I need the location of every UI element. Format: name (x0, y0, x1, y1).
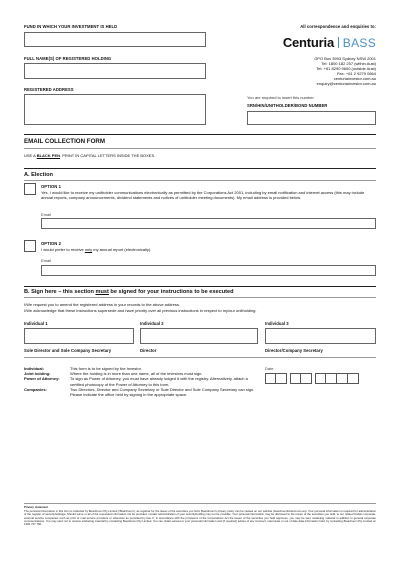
privacy-title: Privacy statement (24, 505, 48, 509)
option2-text (41, 247, 151, 252)
instruction-pre: USE A (24, 153, 37, 158)
option1-text: Yes, I would like to receive my unitholder communications electronically as permitted by the Corporations Act 2001, including by email notification and internet access (this may include annual reports, company announcements, dividend statements and notices of unitholder meeting documents). My email address is provided below. (41, 190, 365, 201)
contact-website: centuriainvestor.com.au (333, 76, 376, 81)
contact-phone-aus: Tel: 1800 182 257 (within Aust) (321, 61, 376, 66)
section-b-title-pre: B. Sign here – this section (24, 289, 96, 295)
fullname-label: FULL NAME(S) OF REGISTERED HOLDING (24, 56, 112, 61)
note-term: Joint holding: (24, 371, 51, 377)
individual3-label: Individual 3 (265, 321, 289, 326)
title-bottom-rule (24, 148, 376, 149)
section-b-under-rule (24, 297, 376, 298)
note-text: This form is to be signed by the Investor. (70, 366, 142, 371)
contact-fax: Fax: +61 2 9279 0664 (336, 71, 376, 76)
section-a-under-rule (24, 180, 376, 181)
date-digit-box[interactable] (301, 373, 312, 384)
option2-text-post: my annual report (electronically). (92, 247, 152, 252)
role3-label: Director/Company Secretary (265, 348, 323, 353)
centuria-bass-logo (283, 34, 376, 52)
srn-label: SRN/HIN/UNITHOLDER/BOND NUMBER (247, 103, 328, 108)
date-year (315, 373, 359, 384)
option1-title: OPTION 1 (41, 184, 61, 189)
instruction-pen: BLACK PEN (36, 153, 61, 158)
individual1-label: Individual 1 (24, 321, 48, 326)
section-b-title-post: be signed for your instructions to be executed (108, 289, 234, 295)
correspondence-label: All correspondence and enquiries to: (300, 24, 376, 29)
section-b-line2: I/We acknowledge that these instructions supersede and have priority over all previous instructions in respect to my/our unitholding. (24, 308, 257, 313)
section-b-title (24, 289, 234, 295)
option2-checkbox[interactable] (24, 240, 36, 252)
address-label: REGISTERED ADDRESS (24, 87, 74, 92)
date-digit-box[interactable] (326, 373, 337, 384)
date-digit-box[interactable] (315, 373, 326, 384)
srn-prompt: You are required to insert this number (247, 95, 314, 100)
fund-label: FUND IN WHICH YOUR INVESTMENT IS HELD (24, 24, 118, 29)
form-title: EMAIL COLLECTION FORM (24, 138, 106, 145)
logo-main-text: Centuria (282, 35, 334, 50)
option2-email-input[interactable] (41, 265, 376, 276)
date-digit-box[interactable] (290, 373, 301, 384)
contact-address: GPO Box 3993 Sydney NSW 2001 (314, 56, 376, 61)
section-a-rule (24, 168, 376, 169)
date-day (265, 373, 287, 384)
roles-rule (24, 357, 376, 358)
note-term: Individual: (24, 366, 44, 371)
date-digit-box[interactable] (276, 373, 287, 384)
date-boxes (265, 373, 359, 384)
privacy-rule (24, 503, 376, 504)
section-b-line1: I/We request you to amend the registered address in your records to the above address. (24, 302, 181, 307)
note-text: To sign as Power of Attorney, you must have already lodged it with the registry. Alternatively, attach a certified photocopy of the Power of Attorney to this form. (70, 376, 248, 387)
contact-details (314, 56, 376, 86)
contact-phone-intl: Tel: +61 8290 9600 (outside Aust) (316, 66, 376, 71)
fund-input[interactable] (24, 32, 206, 47)
note-term: Power of Attorney: (24, 376, 60, 382)
option1-email-input[interactable] (41, 218, 376, 229)
date-digit-box[interactable] (348, 373, 359, 384)
date-digit-box[interactable] (265, 373, 276, 384)
instruction-post: . PRINT IN CAPITAL LETTERS INSIDE THE BOXES. (60, 153, 156, 158)
option2-email-label: Email (41, 258, 52, 263)
option1-email-label: Email (41, 212, 52, 217)
signature3-box[interactable] (265, 328, 376, 344)
option2-text-pre: I would prefer to receive (41, 247, 85, 252)
date-month (290, 373, 312, 384)
logo-secondary-text: BASS (342, 36, 376, 50)
signature1-box[interactable] (24, 328, 134, 344)
date-label: Date (265, 366, 274, 371)
signing-notes (24, 366, 256, 397)
note-text: Two Directors, Director and Company Secretary or Sole Director and Sole Company Secretary can sign. Please indicate the office held by signing in the appropriate space. (70, 386, 255, 398)
srn-input[interactable] (247, 111, 376, 125)
individual2-label: Individual 2 (140, 321, 164, 326)
title-top-rule (24, 134, 376, 135)
note-text: Where the holding is in more than one name, all of the investors must sign. (70, 371, 203, 377)
note-term: Companies: (24, 386, 47, 392)
option2-text-only: only (84, 247, 93, 252)
signature2-box[interactable] (140, 328, 258, 344)
address-input[interactable] (24, 94, 206, 125)
privacy-text: The personal information in this form is collected by Boardroom Pty Limited ('Boardroom'), as registrar for the issuer of the securities you hold. Boardroom's privacy policy can be viewed on our website (boardroomlimited.com.au). Your personal information is required for administration of the register of securityholdings. Should some or all of the requested information not be provided, contact administration of your securityholding may not be possible. Your personal information may be disclosed to the issuer of the securities you hold, to our related bodies corporate, external service companies such as print or mail service providers or otherwise as permitted by law. If, in accordance with the provisions of the Corporations Act the issuer of the securities you hold approves, you may be sent marketing material in addition to general corporate communications. You may elect not to receive marketing material by contacting Boardroom Pty Limited. You can obtain access to your personal information and (if required) advise of any incorrect, inaccurate or out of date data information held, by contacting Boardroom Pty Limited on 1300 737 760. (24, 509, 376, 527)
role1-label: Sole Director and Sole Company Secretary (24, 348, 112, 353)
date-digit-box[interactable] (337, 373, 348, 384)
option2-title: OPTION 2 (41, 241, 61, 246)
role2-label: Director (140, 348, 157, 353)
section-b-title-must: must (95, 289, 109, 295)
option1-checkbox[interactable] (24, 183, 36, 195)
section-b-rule (24, 286, 376, 287)
fullname-input[interactable] (24, 63, 206, 79)
note-companies (24, 387, 256, 397)
logo-separator (338, 37, 339, 48)
section-a-title: A. Election (24, 172, 53, 178)
pen-instruction (24, 153, 155, 158)
note-power-of-attorney (24, 376, 256, 386)
contact-email: enquiry@centuriainvestor.com.au (316, 81, 376, 86)
